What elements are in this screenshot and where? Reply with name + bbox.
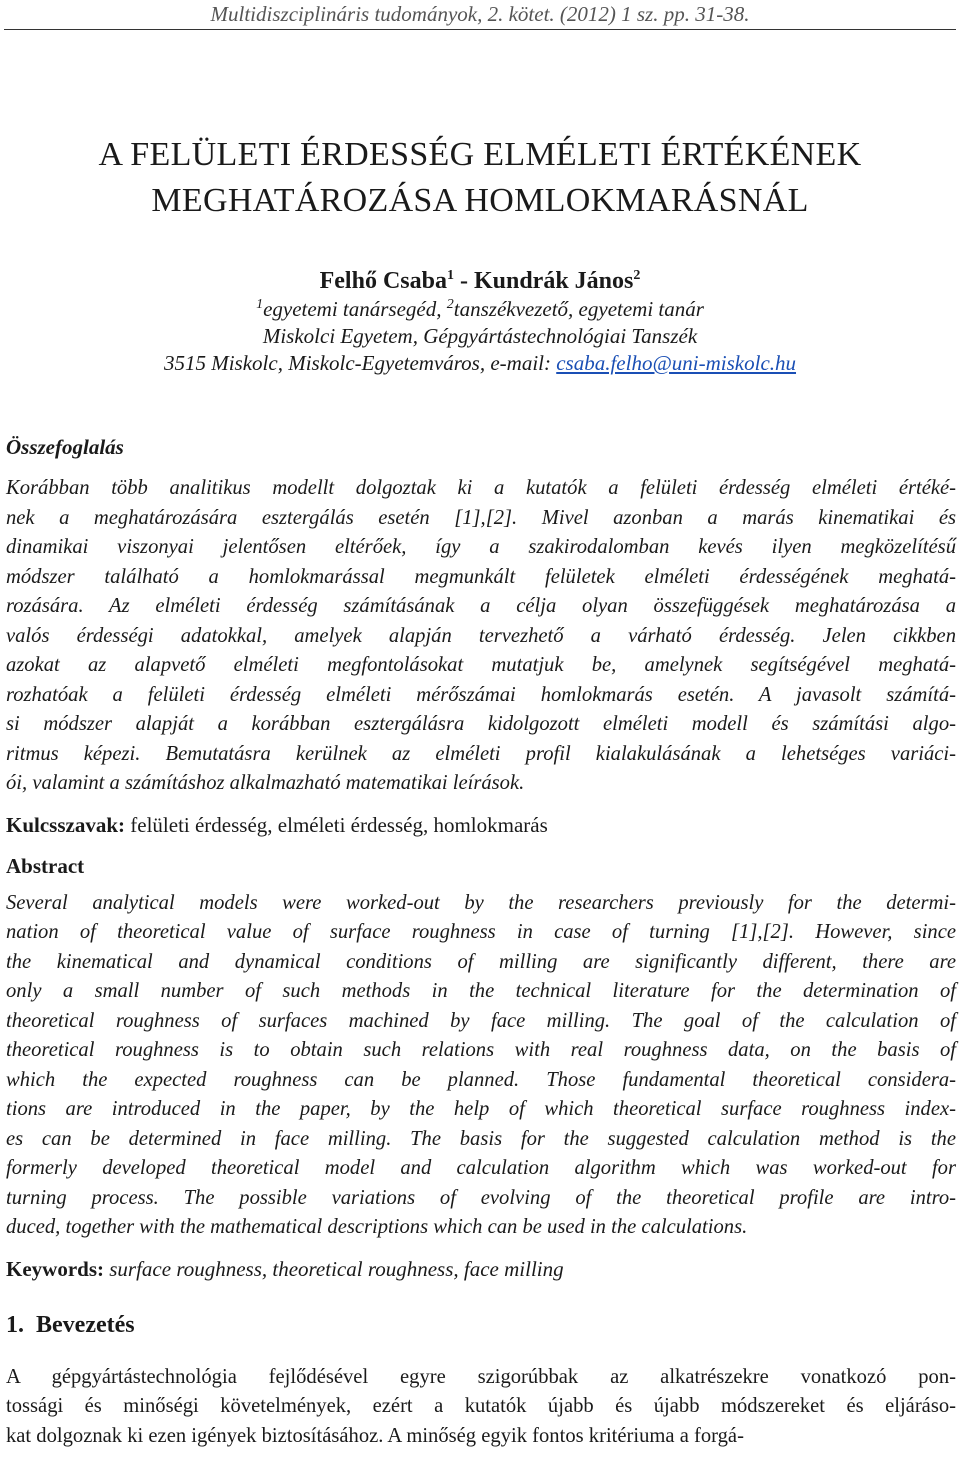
author-1-sup: 1 bbox=[446, 268, 454, 283]
summary-line: ói, valamint a számításhoz alkalmazható matematikai leírások. bbox=[6, 772, 525, 794]
intro-line: tossági és minőségi követelmények, ezért a kutatók újabb és újabb módszereket és eljáráso- bbox=[6, 1395, 956, 1417]
abstract-line: duced, together with the mathematical descriptions which can be used in the calculations. bbox=[6, 1216, 748, 1238]
author-separator: - bbox=[453, 268, 474, 294]
keywords-hu-label: Kulcsszavak: bbox=[6, 812, 126, 837]
summary-line: Korábban több analitikus modellt dolgoztak ki a kutatók a felületi érdesség elméleti értéké- bbox=[6, 477, 956, 499]
title-line-1: A FELÜLETI ÉRDESSÉG ELMÉLETI ÉRTÉKÉNEK bbox=[98, 136, 862, 173]
abstract-line: theoretical roughness of surfaces machined by face milling. The goal of the calculation of bbox=[6, 1009, 956, 1032]
summary-line: ritmus képezi. Bemutatásra kerülnek az elméleti profil kialakulásának a lehetséges variáci- bbox=[6, 742, 956, 765]
summary-line: módszer található a homlokmarással megmunkált felületek elméleti érdességének meghatá- bbox=[6, 565, 956, 588]
summary-line: rozhatóak a felületi érdesség elméleti mérőszámai homlokmarás esetén. A javasolt számítá- bbox=[6, 683, 956, 706]
abstract-line: formerly developed theoretical model and calculation algorithm which was worked-out for bbox=[6, 1157, 956, 1179]
affiliation-line-3 bbox=[0, 350, 960, 377]
authors bbox=[0, 266, 960, 296]
abstract-line: Several analytical models were worked-out by the researchers previously for the determi- bbox=[6, 891, 956, 914]
abstract-paragraph bbox=[6, 889, 956, 1243]
summary-heading: Összefoglalás bbox=[6, 435, 124, 459]
affil-sup-1: 1 bbox=[256, 297, 264, 312]
keywords-en-label: Keywords: bbox=[6, 1256, 104, 1281]
intro-paragraph bbox=[6, 1363, 956, 1452]
affil-address: 3515 Miskolc, Miskolc-Egyetemváros, e-mail: bbox=[163, 351, 557, 375]
affil-sup-2: 2 bbox=[446, 297, 454, 312]
summary-line: valós érdességi adatokkal, amelyek alapján tervezhető a várható érdesség. Jelen cikkben bbox=[6, 624, 956, 647]
abstract-line: nation of theoretical value of surface roughness in case of turning [1],[2]. However, since bbox=[6, 921, 956, 943]
title-line-2: MEGHATÁROZÁSA HOMLOKMARÁSNÁL bbox=[151, 182, 809, 219]
chapter-heading: 1. Bevezetés bbox=[6, 1311, 135, 1338]
author-2-sup: 2 bbox=[633, 268, 641, 283]
keywords-en bbox=[6, 1257, 954, 1282]
abstract-line: tions are introduced in the paper, by the help of which theoretical surface roughness index- bbox=[6, 1098, 956, 1120]
paper-title bbox=[0, 132, 960, 224]
keywords-hu-text: felületi érdesség, elméleti érdesség, homlokmarás bbox=[125, 812, 548, 837]
author-2: Kundrák János bbox=[473, 268, 634, 294]
affiliation-line-2: Miskolci Egyetem, Gépgyártástechnológiai Tanszék bbox=[262, 324, 698, 348]
abstract-heading: Abstract bbox=[6, 853, 85, 878]
summary-line: dinamikai viszonyai jelentősen eltérőek, így a szakirodalomban kevés ilyen megközelítésű bbox=[6, 536, 956, 558]
summary-line: si módszer alapját a korábban esztergálásra kidolgozott elméleti modell és számítási algo- bbox=[6, 713, 956, 735]
summary-line: nek a meghatározására esztergálás esetén [1],[2]. Mivel azonban a marás kinematikai és bbox=[6, 506, 956, 529]
abstract-line: the kinematical and dynamical conditions of milling are significantly different, there are bbox=[6, 950, 956, 973]
journal-header: Multidiszciplináris tudományok, 2. kötet. (2012) 1 sz. pp. 31-38. bbox=[4, 0, 956, 30]
summary-line: azokat az alapvető elméleti megfontolásokat mutatjuk be, amelynek segítségével meghatá- bbox=[6, 654, 956, 676]
summary-paragraph bbox=[6, 474, 956, 799]
abstract-line: turning process. The possible variations of evolving of the theoretical profile are intro- bbox=[6, 1186, 956, 1209]
email-link[interactable]: csaba.felho@uni-miskolc.hu bbox=[556, 351, 797, 375]
abstract-line: only a small number of such methods in the technical literature for the determination of bbox=[6, 980, 956, 1002]
abstract-line: which the expected roughness can be planned. Those fundamental theoretical considera- bbox=[6, 1068, 956, 1091]
intro-line: kat dolgoznak ki ezen igények biztosításához. A minőség egyik fontos kritériuma a forgá- bbox=[6, 1424, 744, 1447]
affiliation-line-1 bbox=[0, 296, 960, 323]
affil-role-2: tanszékvezető, egyetemi tanár bbox=[453, 297, 704, 321]
intro-line: A gépgyártástechnológia fejlődésével egyre szigorúbbak az alkatrészekre vonatkozó pon- bbox=[6, 1365, 956, 1388]
author-1: Felhő Csaba bbox=[319, 268, 447, 294]
keywords-en-text: surface roughness, theoretical roughness, face milling bbox=[104, 1256, 564, 1281]
abstract-line: theoretical roughness is to obtain such relations with real roughness data, on the basis of bbox=[6, 1039, 956, 1061]
affil-role-1: egyetemi tanársegéd, bbox=[263, 297, 447, 321]
abstract-line: es can be determined in face milling. The basis for the suggested calculation method is the bbox=[6, 1127, 956, 1150]
keywords-hu bbox=[6, 813, 954, 838]
summary-line: rozására. Az elméleti érdesség számításának a célja olyan összefüggések meghatározása a bbox=[6, 595, 956, 617]
